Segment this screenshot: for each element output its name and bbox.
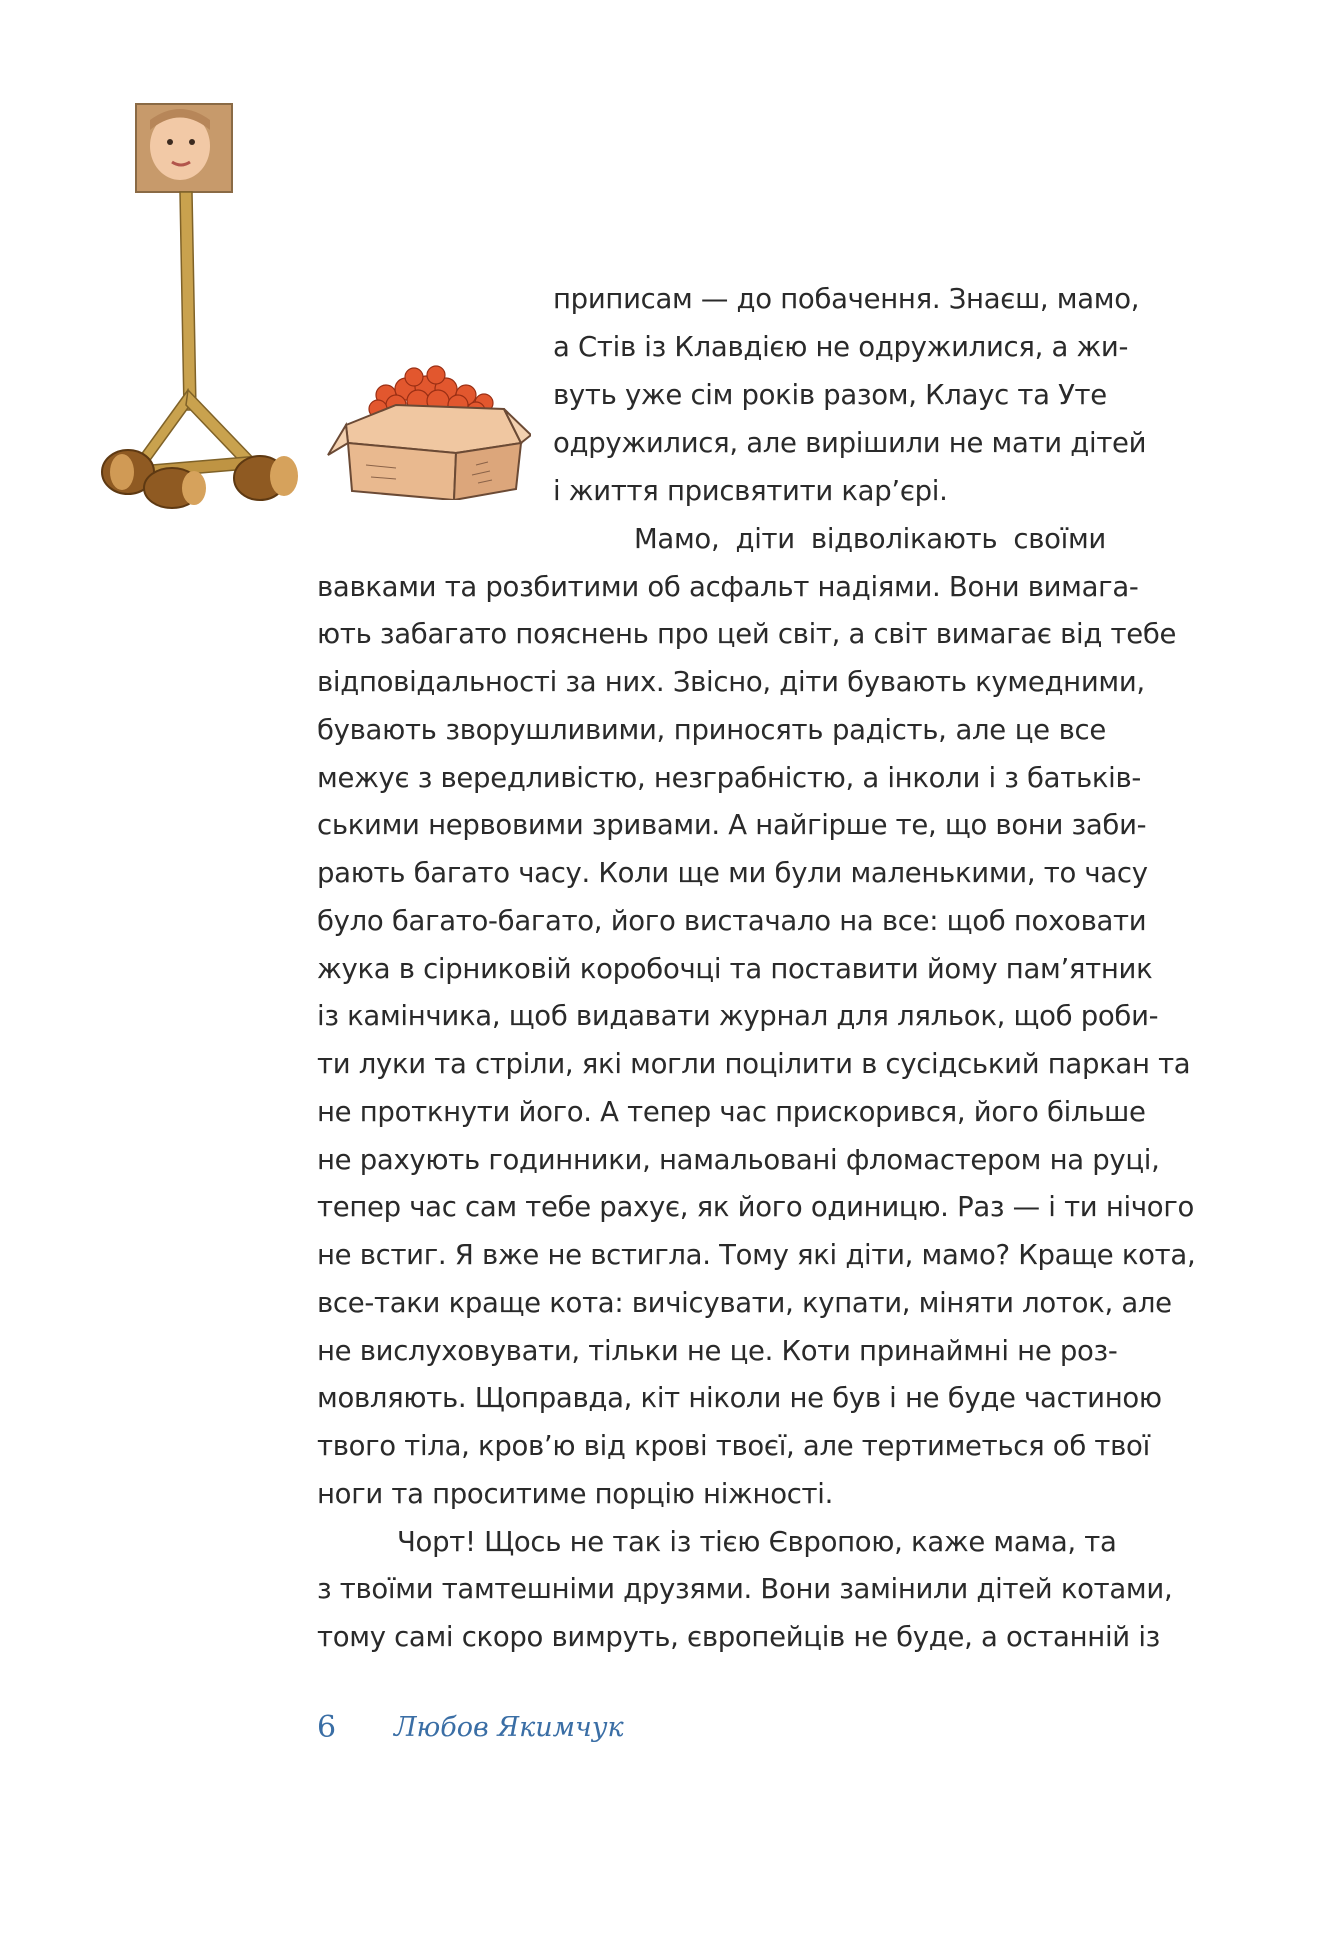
- text-line: не проткнути його. А тепер час прискорився, його більше: [317, 1096, 1146, 1128]
- text-line: все-таки краще кота: вичісувати, купати, міняти лоток, але: [317, 1287, 1172, 1319]
- text-line: ють забагато пояснень про цей світ, а світ вимагає від тебе: [317, 618, 1177, 650]
- text-line: тому самі скоро вимруть, європейців не буде, а останній із: [317, 1621, 1160, 1653]
- text-line: приписам — до побачення. Знаєш, мамо,: [553, 283, 1140, 315]
- text-line: тепер час сам тебе рахує, як його одиницю. Раз — і ти нічого: [317, 1191, 1194, 1223]
- text-line: не рахують годинники, намальовані фломастером на руці,: [317, 1144, 1160, 1176]
- text-line: з твоїми тамтешніми друзями. Вони замінили дітей котами,: [317, 1573, 1173, 1605]
- text-line: не вислуховувати, тільки не це. Коти принаймні не роз-: [317, 1335, 1118, 1367]
- text-line: одружилися, але вирішили не мати дітей: [553, 427, 1147, 459]
- text-line: а Стів із Клавдією не одружилися, а жи-: [553, 331, 1129, 363]
- text-line: твого тіла, кров’ю від крові твоєї, але тертиметься об твої: [317, 1430, 1150, 1462]
- text-line: жука в сірниковій коробочці та поставити йому пам’ятник: [317, 953, 1153, 985]
- text-line: мовляють. Щоправда, кіт ніколи не був і не буде частиною: [317, 1382, 1162, 1414]
- text-line: бувають зворушливими, приносять радість, але це все: [317, 714, 1106, 746]
- text-line: ти луки та стріли, які могли поцілити в сусідський паркан та: [317, 1048, 1191, 1080]
- page-number: 6: [317, 1710, 337, 1745]
- text-line: із камінчика, щоб видавати журнал для ляльок, щоб роби-: [317, 1000, 1159, 1032]
- text-line: ськими нервовими зривами. А найгірше те, що вони заби-: [317, 809, 1147, 841]
- text-line: було багато-багато, його вистачало на все: щоб поховати: [317, 905, 1147, 937]
- text-line: Мамо, діти відволікають своїми: [634, 523, 1106, 555]
- running-footer-author: Любов Якимчук: [394, 1712, 624, 1743]
- text-line: рають багато часу. Коли ще ми були маленькими, то часу: [317, 857, 1148, 889]
- text-line: вуть уже сім років разом, Клаус та Уте: [553, 379, 1107, 411]
- text-line: Чорт! Щось не так із тією Європою, каже мама, та: [397, 1526, 1117, 1558]
- box-of-oranges-illustration: [326, 365, 531, 500]
- wooden-cart-with-photo-illustration: [100, 100, 315, 510]
- text-line: ноги та проситиме порцію ніжності.: [317, 1478, 834, 1510]
- text-line: відповідальності за них. Звісно, діти бувають кумедними,: [317, 666, 1145, 698]
- text-line: не встиг. Я вже не встигла. Тому які діти, мамо? Краще кота,: [317, 1239, 1196, 1271]
- text-line: вавками та розбитими об асфальт надіями. Вони вимага-: [317, 571, 1139, 603]
- text-line: межує з вередливістю, незграбністю, а інколи і з батьків-: [317, 762, 1142, 794]
- text-line: і життя присвятити кар’єрі.: [553, 475, 948, 507]
